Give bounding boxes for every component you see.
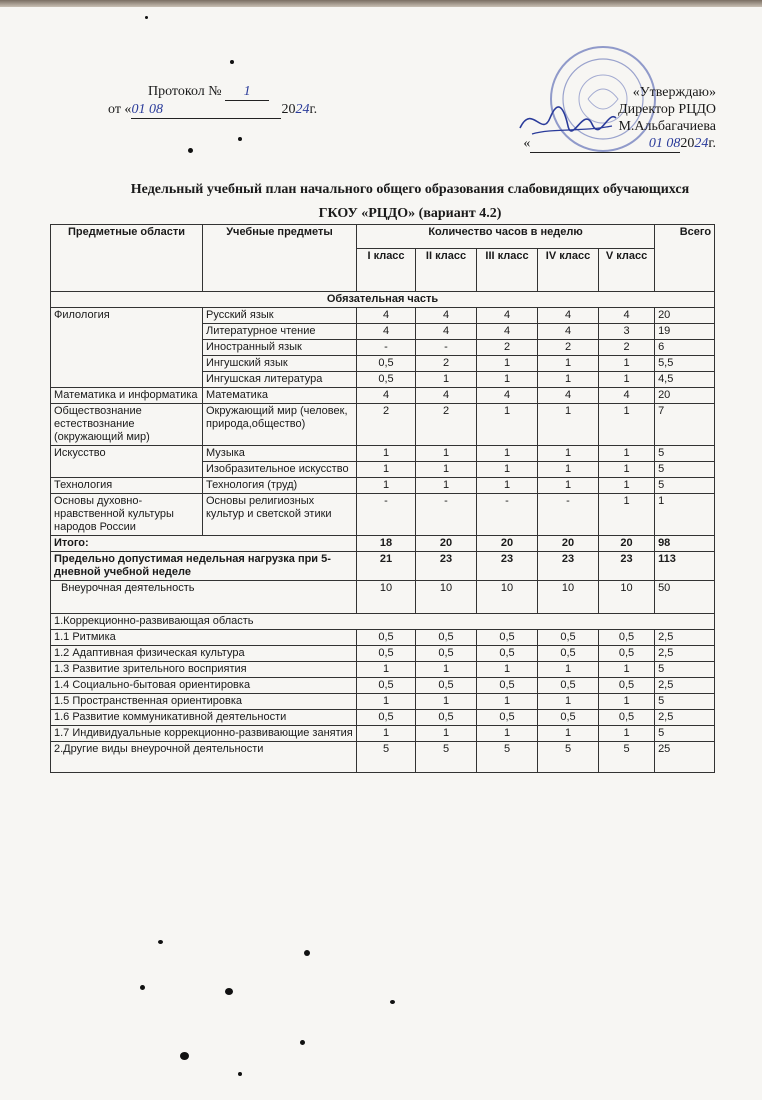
hours-cell: 1 [599, 662, 655, 678]
hours-cell: 10 [477, 581, 538, 614]
hours-cell: 2 [416, 356, 477, 372]
hours-cell: - [538, 494, 599, 536]
total-cell: 20 [655, 308, 715, 324]
hours-cell: 2 [357, 404, 416, 446]
hours-cell: 1 [599, 404, 655, 446]
subject-name: Математика [203, 388, 357, 404]
subject-name: Ингушский язык [203, 356, 357, 372]
hours-cell: 1 [538, 662, 599, 678]
hours-cell: 1 [599, 462, 655, 478]
subject-name: Литературное чтение [203, 324, 357, 340]
hours-cell: 1 [477, 694, 538, 710]
subject-row [51, 308, 715, 324]
hours-cell: 4 [538, 324, 599, 340]
hours-cell: 0,5 [538, 710, 599, 726]
subject-name: Ингушская литература [203, 372, 357, 388]
total-cell: 1 [655, 494, 715, 536]
hours-cell: - [416, 494, 477, 536]
hours-cell: - [357, 340, 416, 356]
total-cell: 5 [655, 726, 715, 742]
hours-cell: 5 [477, 742, 538, 773]
total-cell: 5 [655, 462, 715, 478]
hours-cell: 4 [538, 388, 599, 404]
hours-cell: 1 [357, 726, 416, 742]
hours-cell: 4 [599, 388, 655, 404]
correction-item-name: 1.3 Развитие зрительного восприятия [51, 662, 357, 678]
top-edge [0, 0, 762, 7]
total-cell: 2,5 [655, 646, 715, 662]
subject-row [51, 446, 715, 462]
hours-cell: 2 [599, 340, 655, 356]
protocol-number: Протокол № 1 [148, 84, 269, 101]
header-grade: I класс [357, 249, 416, 292]
approval-name: М.Альбагачиева [618, 119, 716, 134]
correction-item-name: 1.5 Пространственная ориентировка [51, 694, 357, 710]
hours-cell: 1 [357, 478, 416, 494]
hours-cell: 4 [357, 308, 416, 324]
hours-cell: 0,5 [357, 678, 416, 694]
total-cell: 6 [655, 340, 715, 356]
header-grade: IV класс [538, 249, 599, 292]
subject-name: Музыка [203, 446, 357, 462]
hours-cell: 1 [599, 372, 655, 388]
hours-cell: 20 [538, 536, 599, 552]
hours-cell: 2 [477, 340, 538, 356]
hours-cell: 1 [477, 662, 538, 678]
hours-cell: 2 [538, 340, 599, 356]
approval-position: Директор РЦДО [618, 102, 716, 117]
hours-cell: 10 [599, 581, 655, 614]
hours-cell: 0,5 [477, 710, 538, 726]
hours-cell: 0,5 [477, 630, 538, 646]
subject-row [51, 494, 715, 536]
hours-cell: 4 [599, 308, 655, 324]
hours-cell: 4 [416, 388, 477, 404]
curriculum-table [50, 224, 715, 773]
hours-cell: 0,5 [599, 630, 655, 646]
header-areas: Предметные области [51, 225, 203, 292]
total-cell: 98 [655, 536, 715, 552]
hours-cell: 5 [357, 742, 416, 773]
total-cell: 113 [655, 552, 715, 581]
total-cell: 5 [655, 662, 715, 678]
correction-row [51, 726, 715, 742]
hours-cell: 0,5 [599, 646, 655, 662]
hours-cell: 4 [477, 388, 538, 404]
hours-cell: 1 [599, 446, 655, 462]
correction-row [51, 646, 715, 662]
subject-name: Основы религиозных культур и светской этики [203, 494, 357, 536]
subject-row [51, 388, 715, 404]
correction-item-name: 1.7 Индивидуальные коррекционно-развивающие занятия [51, 726, 357, 742]
total-cell: 2,5 [655, 678, 715, 694]
correction-row [51, 710, 715, 726]
hours-cell: 1 [357, 662, 416, 678]
hours-cell: 1 [538, 694, 599, 710]
hours-cell: 4 [357, 324, 416, 340]
hours-cell: 1 [599, 494, 655, 536]
hours-cell: 1 [416, 726, 477, 742]
total-cell: 7 [655, 404, 715, 446]
hours-cell: 20 [599, 536, 655, 552]
subject-area: Основы духовно-нравственной культуры народов России [51, 494, 203, 536]
hours-cell: 1 [416, 372, 477, 388]
hours-cell: 0,5 [416, 630, 477, 646]
max-load-label: Предельно допустимая недельная нагрузка при 5-дневной учебной неделе [51, 552, 357, 581]
subject-area: Обществознание естествознание (окружающий мир) [51, 404, 203, 446]
hours-cell: 1 [416, 462, 477, 478]
header-subjects: Учебные предметы [203, 225, 357, 292]
extracurricular-label: Внеурочная деятельность [51, 581, 357, 614]
itogo-label: Итого: [51, 536, 357, 552]
correction-item-name: 1.1 Ритмика [51, 630, 357, 646]
hours-cell: 1 [477, 404, 538, 446]
hours-cell: 0,5 [416, 710, 477, 726]
correction-item-name: 1.2 Адаптивная физическая культура [51, 646, 357, 662]
hours-cell: 1 [477, 726, 538, 742]
hours-cell: - [416, 340, 477, 356]
correction-item-name: 1.6 Развитие коммуникативной деятельности [51, 710, 357, 726]
title-line-2: ГКОУ «РЦДО» (вариант 4.2) [318, 206, 502, 221]
header-grade: V класс [599, 249, 655, 292]
hours-cell: 0,5 [357, 646, 416, 662]
other-row [51, 742, 715, 773]
hours-cell: 1 [477, 372, 538, 388]
subject-name: Русский язык [203, 308, 357, 324]
hours-cell: 1 [477, 446, 538, 462]
hours-cell: 1 [599, 726, 655, 742]
hours-cell: 4 [416, 308, 477, 324]
hours-cell: 4 [538, 308, 599, 324]
hours-cell: 0,5 [477, 678, 538, 694]
total-cell: 5 [655, 694, 715, 710]
hours-cell: 23 [477, 552, 538, 581]
hours-cell: 1 [477, 462, 538, 478]
correction-row [51, 630, 715, 646]
header-grade: II класс [416, 249, 477, 292]
header-hours: Количество часов в неделю [357, 225, 655, 249]
hours-cell: 2 [416, 404, 477, 446]
total-cell: 20 [655, 388, 715, 404]
hours-cell: 1 [416, 478, 477, 494]
hours-cell: 1 [416, 694, 477, 710]
hours-cell: 1 [538, 404, 599, 446]
hours-cell: 4 [416, 324, 477, 340]
hours-cell: 1 [538, 726, 599, 742]
hours-cell: 5 [416, 742, 477, 773]
hours-cell: 1 [357, 462, 416, 478]
hours-cell: 0,5 [477, 646, 538, 662]
hours-cell: 5 [599, 742, 655, 773]
hours-cell: 1 [538, 478, 599, 494]
total-cell: 19 [655, 324, 715, 340]
subject-name: Технология (труд) [203, 478, 357, 494]
hours-cell: 0,5 [599, 678, 655, 694]
total-cell: 2,5 [655, 630, 715, 646]
hours-cell: 4 [477, 324, 538, 340]
hours-cell: 10 [538, 581, 599, 614]
hours-cell: 20 [416, 536, 477, 552]
extracurricular-row [51, 581, 715, 614]
other-label: 2.Другие виды внеурочной деятельности [51, 742, 357, 773]
protocol-date-value: 01 08 [131, 102, 281, 119]
hours-cell: 0,5 [357, 630, 416, 646]
hours-cell: 1 [416, 662, 477, 678]
subject-row [51, 478, 715, 494]
total-cell: 4,5 [655, 372, 715, 388]
hours-cell: 0,5 [357, 356, 416, 372]
hours-cell: 1 [357, 446, 416, 462]
hours-cell: 1 [416, 446, 477, 462]
header-grade: III класс [477, 249, 538, 292]
correction-row [51, 678, 715, 694]
hours-cell: 0,5 [416, 678, 477, 694]
hours-cell: 1 [599, 478, 655, 494]
document-title [0, 178, 762, 226]
hours-cell: 0,5 [357, 372, 416, 388]
correction-item-name: 1.4 Социально-бытовая ориентировка [51, 678, 357, 694]
header-total: Всего [655, 225, 715, 292]
hours-cell: 23 [599, 552, 655, 581]
hours-cell: 4 [477, 308, 538, 324]
approval-date: « 01 082024г. [523, 136, 716, 151]
title-line-1: Недельный учебный план начального общего образования слабовидящих обучающихся [130, 182, 690, 197]
subject-area: Искусство [51, 446, 203, 478]
max-load-row [51, 552, 715, 581]
hours-cell: - [357, 494, 416, 536]
protocol-number-value: 1 [225, 84, 269, 101]
mandatory-part-label: Обязательная часть [51, 292, 715, 308]
total-cell: 5 [655, 478, 715, 494]
approval-block [523, 84, 716, 153]
hours-cell: 3 [599, 324, 655, 340]
header-row [51, 225, 715, 249]
total-cell: 25 [655, 742, 715, 773]
hours-cell: 1 [599, 356, 655, 372]
hours-cell: 1 [477, 356, 538, 372]
hours-cell: 4 [357, 388, 416, 404]
hours-cell: 0,5 [538, 630, 599, 646]
correction-row [51, 662, 715, 678]
hours-cell: 0,5 [416, 646, 477, 662]
hours-cell: 23 [538, 552, 599, 581]
hours-cell: 1 [357, 694, 416, 710]
hours-cell: 20 [477, 536, 538, 552]
section-row [51, 292, 715, 308]
hours-cell: 5 [538, 742, 599, 773]
hours-cell: 1 [538, 462, 599, 478]
hours-cell: 1 [538, 372, 599, 388]
total-cell: 2,5 [655, 710, 715, 726]
total-cell: 5 [655, 446, 715, 462]
hours-cell: - [477, 494, 538, 536]
correction-row [51, 694, 715, 710]
protocol-date: от «01 08 2024г. [108, 102, 318, 117]
subject-name: Иностранный язык [203, 340, 357, 356]
subject-name: Окружающий мир (человек, природа,общество) [203, 404, 357, 446]
correction-header-row [51, 614, 715, 630]
hours-cell: 1 [477, 478, 538, 494]
subject-name: Изобразительное искусство [203, 462, 357, 478]
subject-area: Математика и информатика [51, 388, 203, 404]
subject-row [51, 404, 715, 446]
itogo-row [51, 536, 715, 552]
hours-cell: 1 [538, 446, 599, 462]
hours-cell: 0,5 [357, 710, 416, 726]
total-cell: 5,5 [655, 356, 715, 372]
correction-label: 1.Коррекционно-развивающая область [51, 614, 715, 630]
subject-area: Технология [51, 478, 203, 494]
hours-cell: 21 [357, 552, 416, 581]
hours-cell: 1 [538, 356, 599, 372]
hours-cell: 23 [416, 552, 477, 581]
hours-cell: 10 [357, 581, 416, 614]
hours-cell: 10 [416, 581, 477, 614]
hours-cell: 0,5 [538, 678, 599, 694]
approval-title: «Утверждаю» [632, 85, 716, 100]
hours-cell: 0,5 [538, 646, 599, 662]
total-cell: 50 [655, 581, 715, 614]
hours-cell: 0,5 [599, 710, 655, 726]
hours-cell: 18 [357, 536, 416, 552]
subject-area: Филология [51, 308, 203, 388]
hours-cell: 1 [599, 694, 655, 710]
